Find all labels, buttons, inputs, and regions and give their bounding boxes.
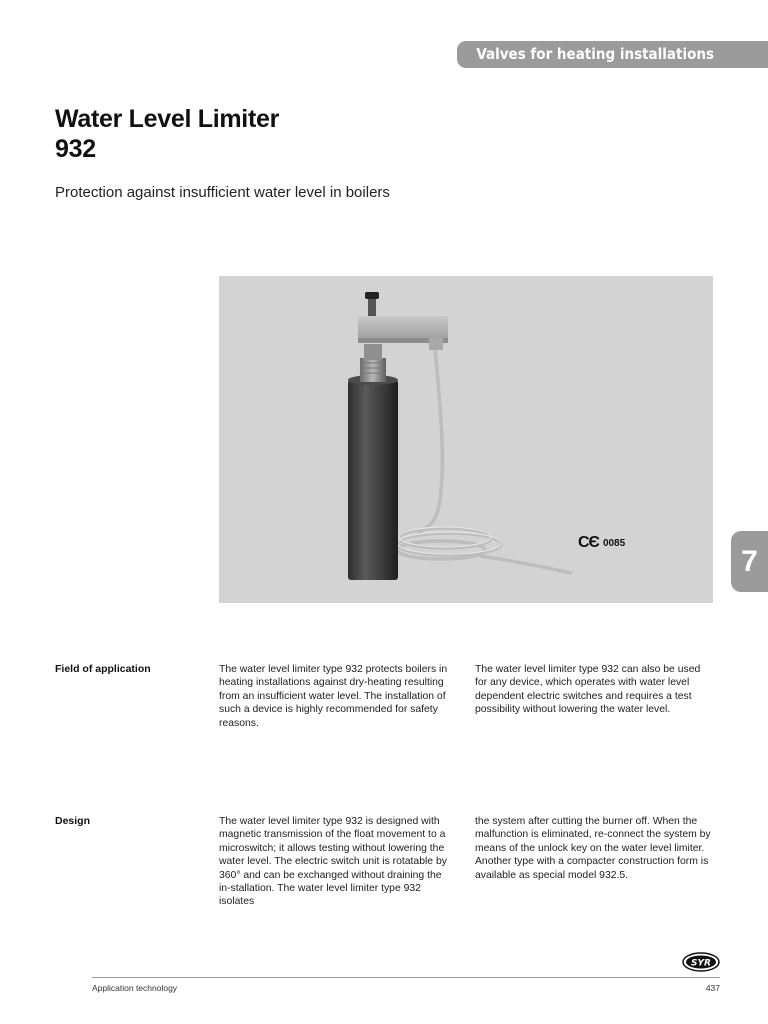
page-number: 437 — [705, 983, 720, 993]
field-of-application-text-1: The water level limiter type 932 protects boilers in heating installations against dry-heating resulting from an insufficient water level. The installation of such a device is highly recommended for safety reasons. — [219, 664, 448, 729]
ce-number: 0085 — [602, 537, 626, 549]
ce-mark — [578, 534, 625, 552]
footer-rule — [92, 977, 720, 978]
footer-section-name: Application technology — [92, 983, 178, 993]
logo-text: SYR — [691, 958, 711, 969]
chapter-tab: 7 — [731, 531, 768, 592]
page-title — [55, 104, 279, 164]
syr-logo — [682, 952, 720, 977]
ce-logo-icon: C​Є — [578, 534, 599, 551]
field-of-application-text-2: The water level limiter type 932 can also be used for any device, which operates with water level dependent electric switches and requires a test possibility without lowering the water level. — [475, 664, 701, 716]
field-of-application-label: Field of application — [55, 663, 151, 675]
section-tab: Valves for heating installations — [457, 41, 768, 68]
page-subtitle: Protection against insufficient water level in boilers — [55, 184, 390, 201]
design-label: Design — [55, 815, 91, 827]
title-line-2: 932 — [55, 135, 96, 163]
design-text-2: the system after cutting the burner off. When the malfunction is eliminated, re-connect the system by means of the unlock key on the water level limiter. Another type with a compacter construction form is available as special model 932.5. — [475, 816, 711, 881]
design-text-1: The water level limiter type 932 is designed with magnetic transmission of the float movement to a microswitch; it allows testing without lowering the water level. The electric switch unit is rotatable by 360° and can be exchanged without draining the in-stallation. The water level limiter type 932 isolates — [219, 816, 447, 908]
title-line-1: Water Level Limiter — [55, 105, 279, 133]
product-photo — [219, 276, 713, 603]
